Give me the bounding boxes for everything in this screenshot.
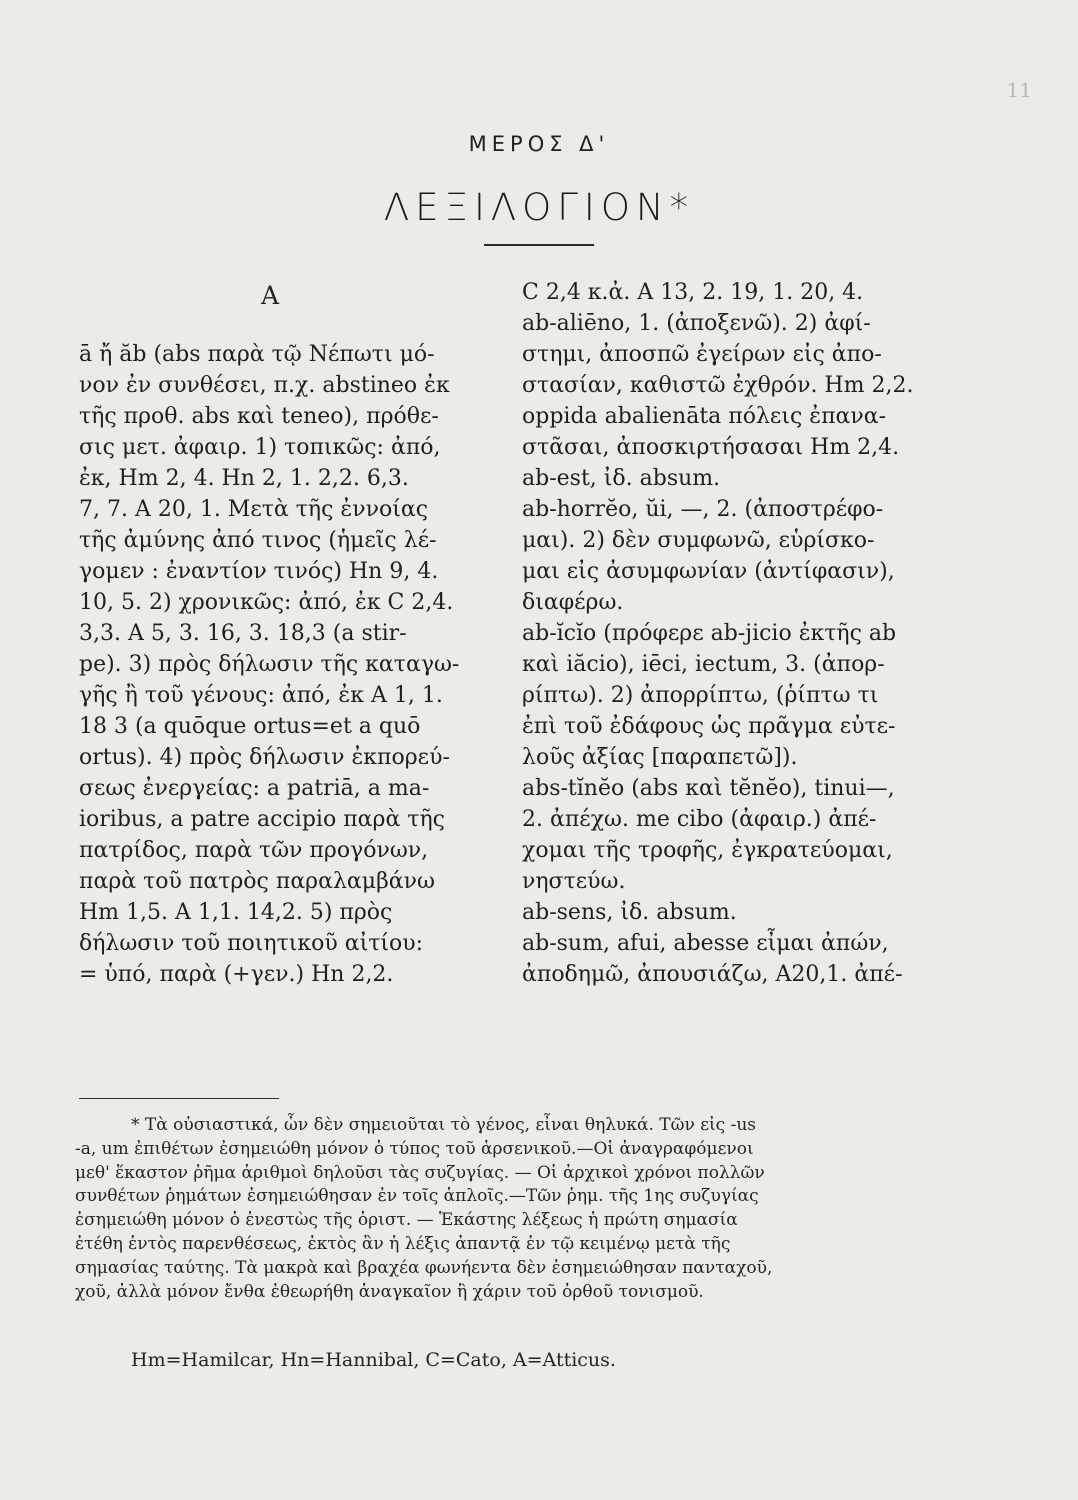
left-line: νον ἐν συνθέσει, π.χ. abstineo ἐκ bbox=[79, 373, 450, 398]
left-line: ioribus, a patre accipio παρὰ τῆς bbox=[79, 807, 445, 832]
left-line: παρὰ τοῦ πατρὸς παραλαμβάνω bbox=[79, 869, 435, 894]
footnote-line: συνθέτων ῥημάτων ἐσημειώθησαν ἐν τοῖς ἁπλοῖς.—Τῶν ῥημ. τῆς 1ης συζυγίας bbox=[75, 1186, 759, 1207]
left-line: = ὑπό, παρὰ (+γεν.) Hn 2,2. bbox=[79, 962, 394, 987]
left-line: 18 3 (a quōque ortus=et a quō bbox=[79, 714, 421, 739]
left-line: 10, 5. 2) χρονικῶς: ἀπό, ἐκ C 2,4. bbox=[79, 590, 454, 615]
left-line: γομεν : ἐναντίον τινός) Hn 9, 4. bbox=[79, 559, 439, 584]
footnote-line: -a, um ἐπιθέτων ἐσημειώθη μόνον ὁ τύπος τοῦ ἀρσενικοῦ.—Οἱ ἀναγραφόμενοι bbox=[75, 1138, 754, 1159]
right-line: στημι, ἀποσπῶ ἐγείρων εἰς ἀπο- bbox=[522, 342, 882, 367]
lexicon-title: ΛΕΞΙΛΟΓΙΟΝ* bbox=[383, 186, 695, 229]
right-line: C 2,4 κ.ἀ. A 13, 2. 19, 1. 20, 4. bbox=[522, 280, 864, 305]
page-number: 11 bbox=[1006, 78, 1032, 102]
left-line: 3,3. A 5, 3. 16, 3. 18,3 (a stir- bbox=[79, 621, 407, 646]
left-line: τῆς ἀμύνης ἀπό τινος (ἡμεῖς λέ- bbox=[79, 528, 437, 553]
right-line: στασίαν, καθιστῶ ἐχθρόν. Hm 2,2. bbox=[522, 373, 914, 398]
title-rule bbox=[484, 244, 594, 246]
left-line: ἐκ, Hm 2, 4. Hn 2, 1. 2,2. 6,3. bbox=[79, 466, 409, 491]
right-line: 2. ἀπέχω. me cibo (ἀφαιρ.) ἀπέ- bbox=[522, 807, 877, 832]
footnote bbox=[75, 1114, 955, 1304]
footnote-line: χοῦ, ἀλλὰ μόνον ἔνθα ἐθεωρήθη ἀναγκαῖον ἢ χάριν τοῦ ὀρθοῦ τονισμοῦ. bbox=[75, 1281, 704, 1302]
right-line: νηστεύω. bbox=[522, 869, 626, 894]
right-line: ab-aliēno, 1. (ἀποξενῶ). 2) ἀφί- bbox=[522, 311, 871, 336]
right-line: ἐπὶ τοῦ ἐδάφους ὡς πρᾶγμα εὐτε- bbox=[522, 714, 896, 739]
left-line: πατρίδος, παρὰ τῶν προγόνων, bbox=[79, 838, 429, 863]
right-column bbox=[522, 277, 952, 990]
footnote-line: ἐσημειώθη μόνον ὁ ἐνεστὼς τῆς ὁριστ. — Ἑκάστης λέξεως ἡ πρώτη σημασία bbox=[75, 1210, 738, 1231]
right-line: ἀποδημῶ, ἀπουσιάζω, A20,1. ἀπέ- bbox=[522, 962, 903, 987]
footnote-line: σημασίας ταύτης. Τὰ μακρὰ καὶ βραχέα φωνήεντα δὲν ἐσημειώθησαν πανταχοῦ, bbox=[75, 1257, 773, 1278]
right-line: ρίπτω). 2) ἀπορρίπτω, (ῥίπτω τι bbox=[522, 683, 879, 708]
left-line: 7, 7. A 20, 1. Μετὰ τῆς ἐννοίας bbox=[79, 497, 429, 522]
right-line: ab-horrĕo, ŭi, —, 2. (ἀποστρέφο- bbox=[522, 497, 884, 522]
right-line: oppida abalienāta πόλεις ἐπανα- bbox=[522, 404, 887, 429]
right-line: ab-est, ἰδ. absum. bbox=[522, 466, 721, 491]
left-line: Hm 1,5. A 1,1. 14,2. 5) πρὸς bbox=[79, 900, 393, 925]
right-line: διαφέρω. bbox=[522, 590, 624, 615]
footnote-line: ἐτέθη ἐντὸς παρενθέσεως, ἐκτὸς ἂν ἡ λέξις ἀπαντᾷ ἐν τῷ κειμένῳ μετὰ τῆς bbox=[75, 1233, 731, 1254]
right-line: μαι εἰς ἀσυμφωνίαν (ἀντίφασιν), bbox=[522, 559, 895, 584]
left-line: γῆς ἢ τοῦ γένους: ἀπό, ἐκ A 1, 1. bbox=[79, 683, 443, 708]
left-line: ortus). 4) πρὸς δήλωσιν ἐκπορεύ- bbox=[79, 745, 450, 770]
right-line: χομαι τῆς τροφῆς, ἐγκρατεύομαι, bbox=[522, 838, 893, 863]
right-line: στᾶσαι, ἀποσκιρτήσασαι Hm 2,4. bbox=[522, 435, 900, 460]
right-line: ab-ĭcĭo (πρόφερε ab-jicio ἐκτῆς ab bbox=[522, 621, 897, 646]
left-line: δήλωσιν τοῦ ποιητικοῦ αἰτίου: bbox=[79, 931, 424, 956]
part-title: ΜΕΡΟΣ Δ' bbox=[468, 132, 610, 156]
right-line: λοῦς ἀξίας [παραπετῶ]). bbox=[522, 745, 798, 770]
right-line: μαι). 2) δὲν συμφωνῶ, εὑρίσκο- bbox=[522, 528, 875, 553]
left-line: σεως ἐνεργείας: a patriā, a ma- bbox=[79, 776, 430, 801]
section-letter: A bbox=[260, 281, 280, 310]
right-line: καὶ iăcio), iēci, iectum, 3. (ἀπορ- bbox=[522, 652, 885, 677]
right-line: ab-sum, afui, abesse εἶμαι ἀπών, bbox=[522, 931, 889, 956]
abbreviations-key: Hm=Hamilcar, Hn=Hannibal, C=Cato, A=Atticus. bbox=[131, 1349, 616, 1371]
footnote-line: * Τὰ οὐσιαστικά, ὧν δὲν σημειοῦται τὸ γένος, εἶναι θηλυκά. Τῶν εἰς -us bbox=[131, 1115, 757, 1135]
right-line: abs-tĭnĕo (abs καὶ tĕnĕo), tinui—, bbox=[522, 776, 895, 801]
left-line: σις μετ. ἀφαιρ. 1) τοπικῶς: ἀπό, bbox=[79, 435, 441, 460]
left-line: pe). 3) πρὸς δήλωσιν τῆς καταγω- bbox=[79, 652, 460, 677]
left-line: ā ἤ ăb (abs παρὰ τῷ Νέπωτι μό- bbox=[79, 342, 435, 367]
footnote-rule bbox=[79, 1098, 279, 1099]
left-column bbox=[79, 339, 489, 990]
left-line: τῆς προθ. abs καὶ teneo), πρόθε- bbox=[79, 404, 439, 429]
footnote-line: μεθ' ἕκαστον ῥῆμα ἀριθμοὶ δηλοῦσι τὰς συζυγίας. — Οἱ ἀρχικοὶ χρόνοι πολλῶν bbox=[75, 1162, 765, 1183]
right-line: ab-sens, ἰδ. absum. bbox=[522, 900, 737, 925]
